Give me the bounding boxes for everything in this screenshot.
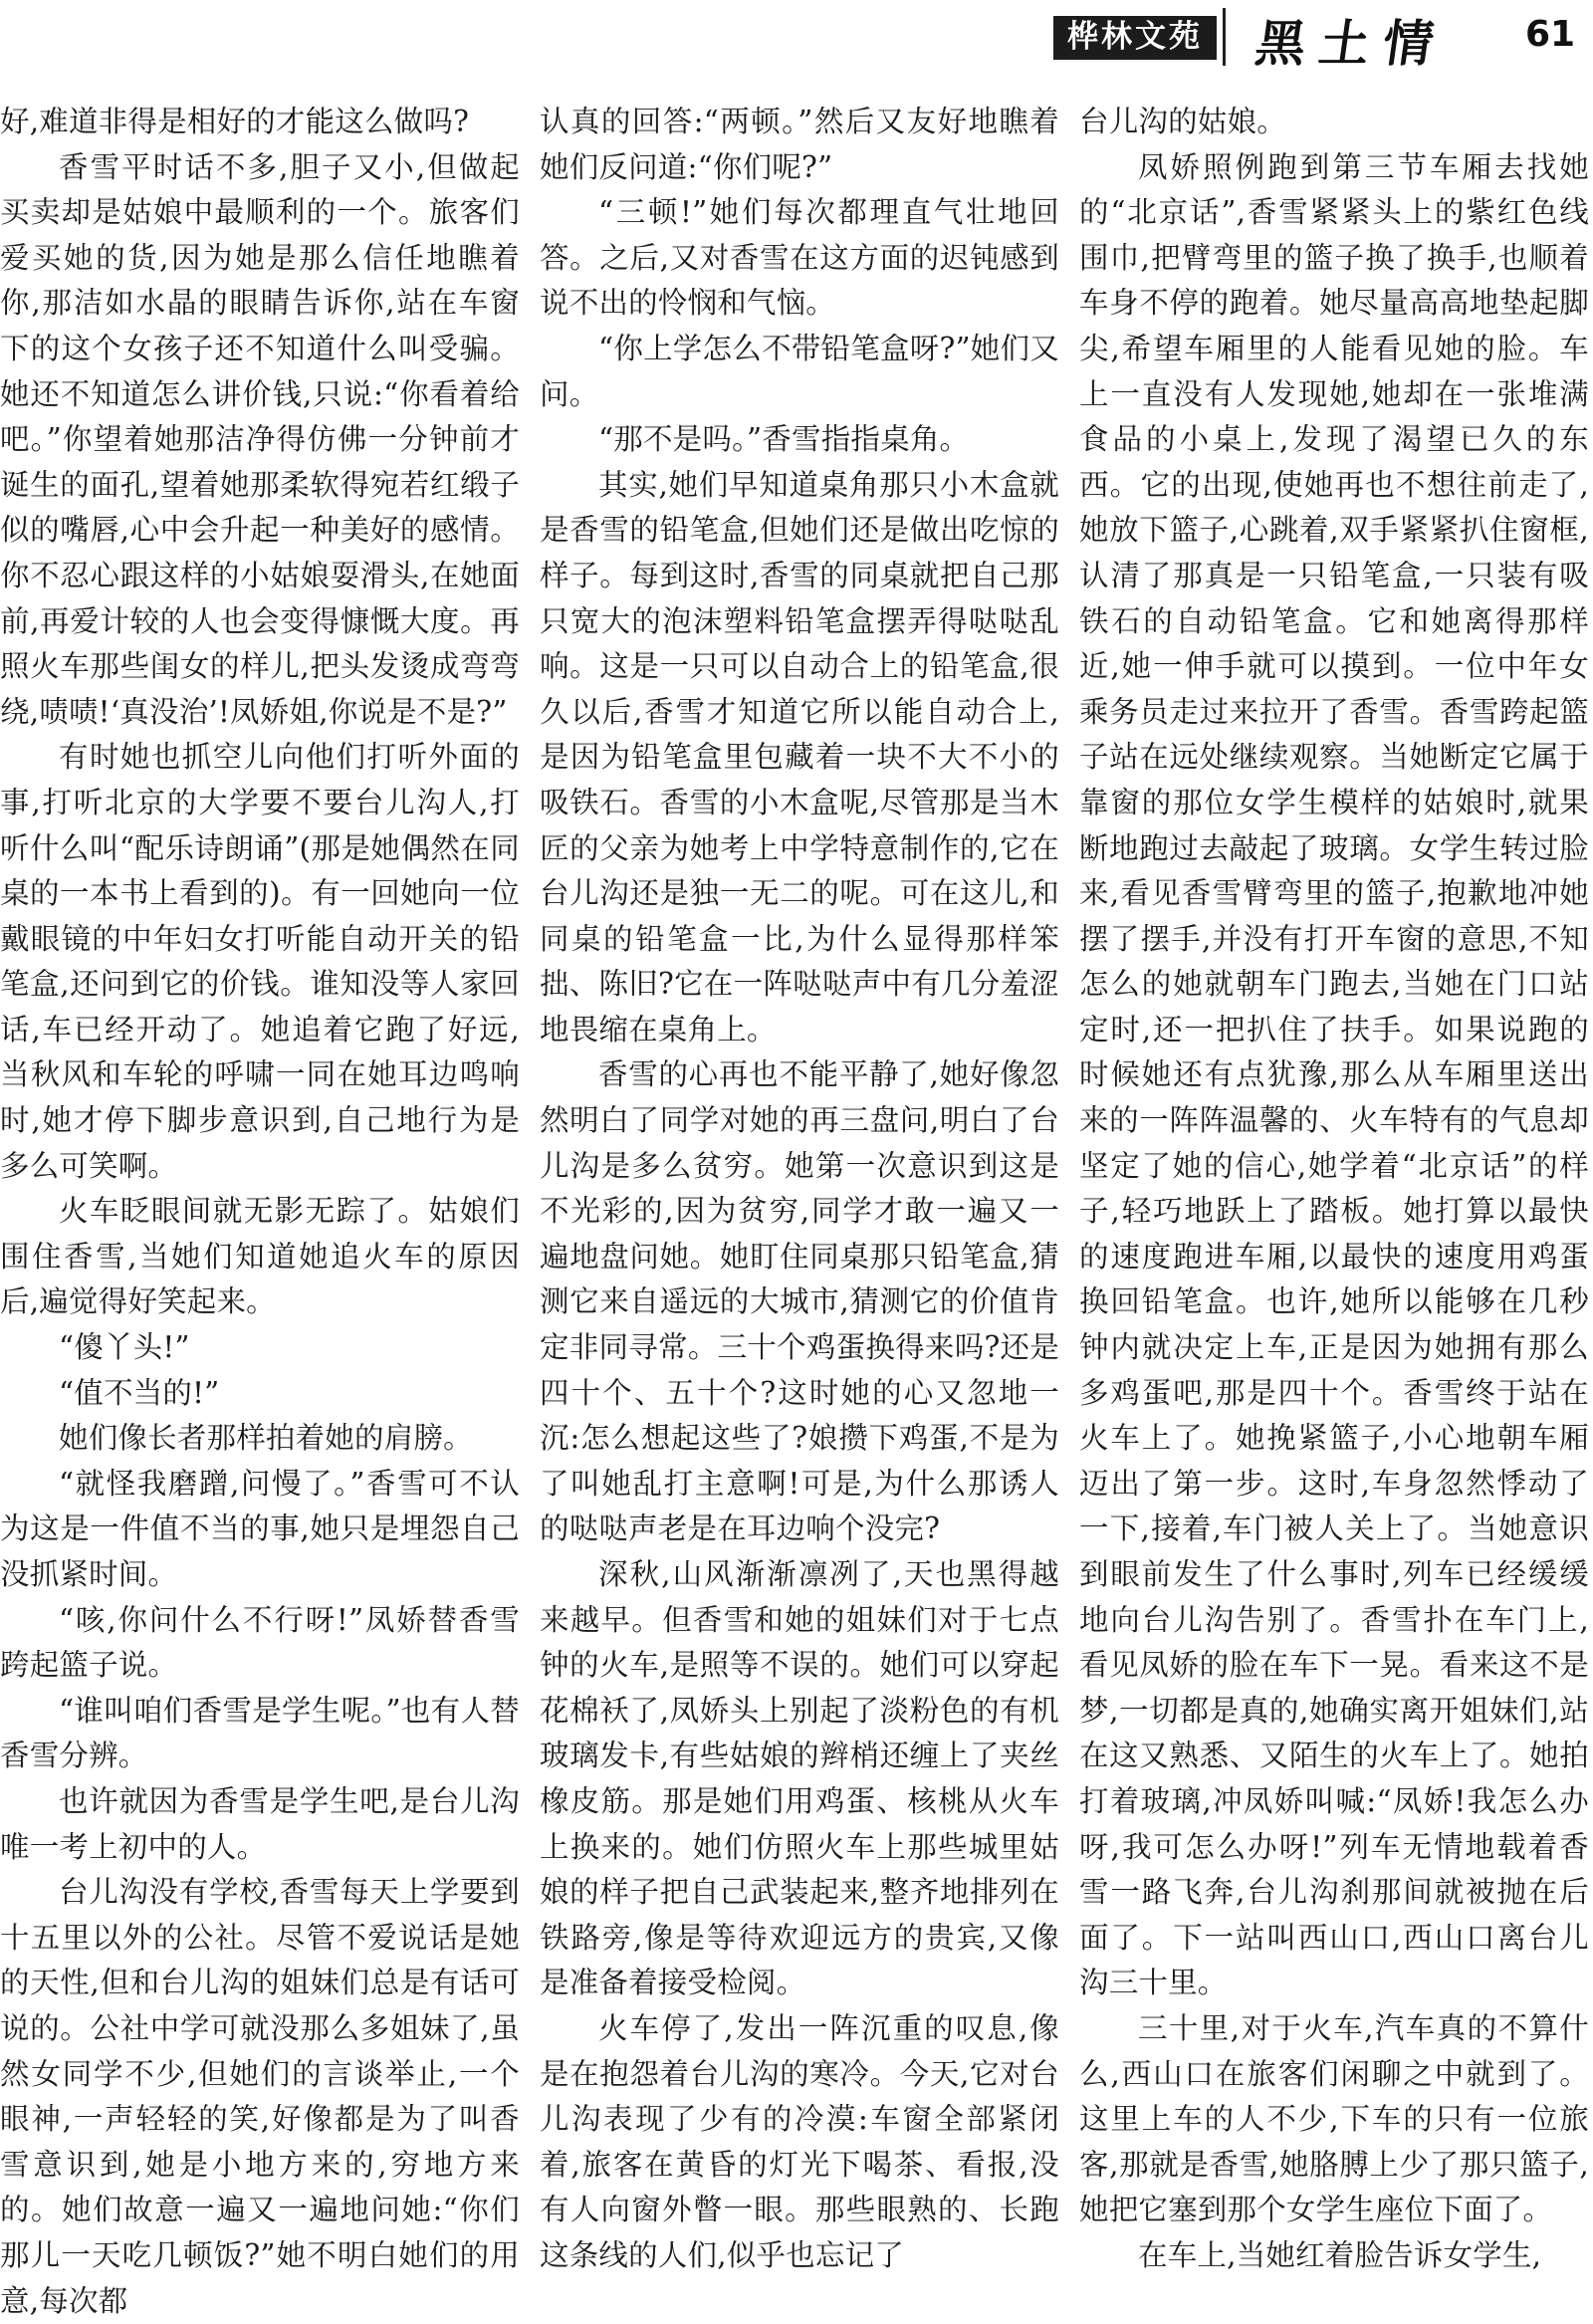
text-column-3 xyxy=(1079,100,1589,2279)
paragraph: 香雪的心再也不能平静了,她好像忽然明白了同学对她的再三盘问,明白了台儿沟是多么贫穷。她第一次意识到这是不光彩的,因为贫穷,同学才敢一遍又一遍地盘问她。她盯住同桌那只铅笔盒,猜测它来自遥远的大城市,猜测它的价值肯定非同寻常。三十个鸡蛋换得来吗?还是四十个、五十个?这时她的心又忽地一沉:怎么想起这些了?娘攒下鸡蛋,不是为了叫她乱打主意啊!可是,为什么那诱人的哒哒声老是在耳边响个没完? xyxy=(540,1057,1059,1546)
paragraph: 三十里,对于火车,汽车真的不算什么,西山口在旅客们闲聊之中就到了。这里上车的人不少,下车的只有一位旅客,那就是香雪,她胳膊上少了那只篮子,她把它塞到那个女学生座位下面了。 xyxy=(1079,2010,1589,2227)
paragraph: 香雪平时话不多,胆子又小,但做起买卖却是姑娘中最顺利的一个。旅客们爱买她的货,因为她是那么信任地瞧着你,那洁如水晶的眼睛告诉你,站在车窗下的这个女孩子还不知道什么叫受骗。她还不知道怎么讲价钱,只说:“你看着给吧。”你望着她那洁净得仿佛一分钟前才诞生的面孔,望着她那柔软得宛若红缎子似的嘴唇,心中会升起一种美好的感情。你不忍心跟这样的小姑娘耍滑头,在她面前,再爱计较的人也会变得慷慨大度。再照火车那些闺女的样儿,把头发烫成弯弯绕,啧啧!‘真没治’!凤娇姐,你说是不是?” xyxy=(0,149,520,729)
header-divider xyxy=(1223,8,1226,66)
paragraph: 火车眨眼间就无影无踪了。姑娘们围住香雪,当她们知道她追火车的原因后,遍觉得好笑起来。 xyxy=(0,1194,520,1319)
paragraph: 认真的回答:“两顿。”然后又友好地瞧着她们反问道:“你们呢?” xyxy=(540,105,1059,184)
masthead-title: 黑土情 xyxy=(1252,14,1452,73)
text-column-1 xyxy=(0,100,520,2324)
paragraph: 她们像长者那样拍着她的肩膀。 xyxy=(59,1421,473,1456)
paragraph: “值不当的!” xyxy=(59,1375,220,1410)
paragraph: “那不是吗。”香雪指指桌角。 xyxy=(598,422,970,457)
paragraph: 有时她也抓空儿向他们打听外面的事,打听北京的大学要不要台儿沟人,打听什么叫“配乐诗朗诵”(那是她偶然在同桌的一本书上看到的)。有一回她向一位戴眼镜的中年妇女打听能自动开关的铅笔盒,还问到它的价钱。谁知没等人家回话,车已经开动了。她追着它跑了好远,当秋风和车轮的呼啸一同在她耳边鸣响时,她才停下脚步意识到,自己地行为是多么可笑啊。 xyxy=(0,740,520,1183)
paragraph: “谁叫咱们香雪是学生呢。”也有人替香雪分辨。 xyxy=(0,1693,520,1773)
paragraph: 凤娇照例跑到第三节车厢去找她的“北京话”,香雪紧紧头上的紫红色线围巾,把臂弯里的篮子换了换手,也顺着车身不停的跑着。她尽量高高地垫起脚尖,希望车厢里的人能看见她的脸。车上一直没有人发现她,她却在一张堆满食品的小桌上,发现了渴望已久的东西。它的出现,使她再也不想往前走了,她放下篮子,心跳着,双手紧紧扒住窗框,认清了那真是一只铅笔盒,一只装有吸铁石的自动铅笔盒。它和她离得那样近,她一伸手就可以摸到。一位中年女乘务员走过来拉开了香雪。香雪跨起篮子站在远处继续观察。当她断定它属于靠窗的那位女学生模样的姑娘时,就果断地跑过去敲起了玻璃。女学生转过脸来,看见香雪臂弯里的篮子,抱歉地冲她摆了摆手,并没有打开车窗的意思,不知怎么的她就朝车门跑去,当她在门口站定时,还一把扒住了扶手。如果说跑的时候她还有点犹豫,那么从车厢里送出来的一阵阵温馨的、火车特有的气息却坚定了她的信心,她学着“北京话”的样子,轻巧地跃上了踏板。她打算以最快的速度跑进车厢,以最快的速度用鸡蛋换回铅笔盒。也许,她所以能够在几秒钟内就决定上车,正是因为她拥有那么多鸡蛋吧,那是四十个。香雪终于站在火车上了。她挽紧篮子,小心地朝车厢迈出了第一步。这时,车身忽然悸动了一下,接着,车门被人关上了。当她意识到眼前发生了什么事时,列车已经缓缓地向台儿沟告别了。香雪扑在车门上,看见凤娇的脸在车下一晃。看来这不是梦,一切都是真的,她确实离开姐妹们,站在这又熟悉、又陌生的火车上了。她拍打着玻璃,冲凤娇叫喊:“凤娇!我怎么办呀,我可怎么办呀!”列车无情地载着香雪一路飞奔,台儿沟刹那间就被抛在后面了。下一站叫西山口,西山口离台儿沟三十里。 xyxy=(1079,149,1589,2000)
paragraph: 也许就因为香雪是学生吧,是台儿沟唯一考上初中的人。 xyxy=(0,1783,520,1864)
page-number: 61 xyxy=(1525,14,1576,55)
paragraph: 其实,她们早知道桌角那只小木盒就是香雪的铅笔盒,但她们还是做出吃惊的样子。每到这时,香雪的同桌就把自己那只宽大的泡沫塑料铅笔盒摆弄得哒哒乱响。这是一只可以自动合上的铅笔盒,很久以后,香雪才知道它所以能自动合上,是因为铅笔盒里包藏着一块不大不小的吸铁石。香雪的小木盒呢,尽管那是当木匠的父亲为她考上中学特意制作的,它在台儿沟还是独一无二的呢。可在这儿,和同桌的铅笔盒一比,为什么显得那样笨拙、陈旧?它在一阵哒哒声中有几分羞涩地畏缩在桌角上。 xyxy=(540,467,1059,1046)
article-body xyxy=(0,100,1593,2318)
paragraph: 火车停了,发出一阵沉重的叹息,像是在抱怨着台儿沟的寒冷。今天,它对台儿沟表现了少有的冷漠:车窗全部紧闭着,旅客在黄昏的灯光下喝茶、看报,没有人向窗外瞥一眼。那些眼熟的、长跑这条线的人们,似乎也忘记了 xyxy=(540,2010,1059,2272)
paragraph: “咳,你问什么不行呀!”凤娇替香雪跨起篮子说。 xyxy=(0,1602,520,1683)
paragraph: 好,难道非得是相好的才能这么做吗? xyxy=(0,105,470,138)
section-tag: 桦林文苑 xyxy=(1053,16,1217,60)
paragraph: 在车上,当她红着脸告诉女学生, xyxy=(1138,2237,1542,2272)
paragraph: “三顿!”她们每次都理直气壮地回答。之后,又对香雪在这方面的迟钝感到说不出的怜悯和气恼。 xyxy=(540,195,1059,321)
paragraph: 台儿沟的姑娘。 xyxy=(1079,105,1286,138)
paragraph: “就怪我磨蹭,问慢了。”香雪可不认为这是一件值不当的事,她只是埋怨自己没抓紧时间。 xyxy=(0,1466,520,1591)
paragraph: 深秋,山风渐渐凛冽了,天也黑得越来越早。但香雪和她的姐妹们对于七点钟的火车,是照等不误的。她们可以穿起花棉袄了,凤娇头上别起了淡粉色的有机玻璃发卡,有些姑娘的辫梢还缠上了夹丝橡皮筋。那是她们用鸡蛋、核桃从火车上换来的。她们仿照火车上那些城里姑娘的样子把自己武装起来,整齐地排列在铁路旁,像是等待欢迎远方的贵宾,又像是准备着接受检阅。 xyxy=(540,1557,1059,2000)
page-header xyxy=(0,0,1593,80)
text-column-2 xyxy=(540,100,1059,2279)
paragraph: “你上学怎么不带铅笔盒呀?”她们又问。 xyxy=(540,331,1059,411)
paragraph: 台儿沟没有学校,香雪每天上学要到十五里以外的公社。尽管不爱说话是她的天性,但和台儿沟的姐妹们总是有话可说的。公社中学可就没那么多姐妹了,虽然女同学不少,但她们的言谈举止,一个眼神,一声轻轻的笑,好像都是为了叫香雪意识到,她是小地方来的,穷地方来的。她们故意一遍又一遍地问她:“你们那儿一天吃几顿饭?”她不明白她们的用意,每次都 xyxy=(0,1875,520,2318)
paragraph: “傻丫头!” xyxy=(59,1330,190,1365)
